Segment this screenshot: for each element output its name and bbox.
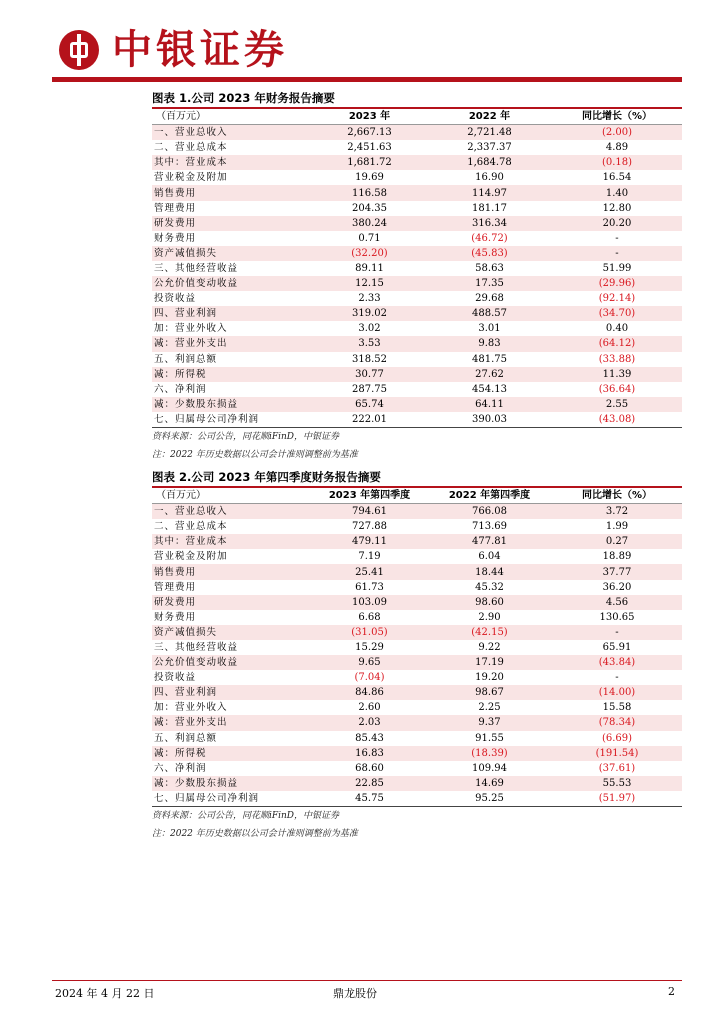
table-row bbox=[152, 185, 682, 200]
value-current: 12.15 bbox=[312, 276, 427, 291]
value-yoy-change: 55.53 bbox=[552, 776, 682, 791]
value-prior: 477.81 bbox=[427, 534, 552, 549]
value-yoy-change: (191.54) bbox=[552, 746, 682, 761]
value-prior: 2.90 bbox=[478, 611, 501, 623]
row-label: 一、营业总收入 bbox=[152, 125, 312, 141]
value-current: 287.75 bbox=[352, 383, 387, 395]
table-1-source: 资料来源：公司公告，同花顺iFinD，中银证券 bbox=[152, 431, 340, 442]
table-2 bbox=[152, 488, 682, 806]
row-label: 减：所得税 bbox=[152, 746, 312, 761]
row-label: 研发费用 bbox=[152, 216, 312, 231]
header-divider bbox=[52, 77, 682, 82]
table-row bbox=[152, 170, 682, 185]
value-current: 380.24 bbox=[312, 216, 427, 231]
value-yoy-change: (37.61) bbox=[598, 762, 636, 774]
value-current: 727.88 bbox=[352, 521, 387, 533]
table-row bbox=[152, 534, 682, 549]
value-yoy-change: 1.99 bbox=[605, 521, 629, 533]
value-prior: 3.01 bbox=[478, 323, 501, 335]
row-label: 管理费用 bbox=[154, 202, 197, 214]
row-label: 管理费用 bbox=[154, 581, 197, 593]
value-yoy-change: 20.20 bbox=[552, 216, 682, 231]
value-current: 2,451.63 bbox=[347, 142, 392, 154]
table-row bbox=[152, 125, 682, 141]
row-label: 五、利润总额 bbox=[154, 353, 218, 365]
value-prior: 713.69 bbox=[472, 521, 507, 533]
value-prior: 6.04 bbox=[478, 551, 501, 563]
value-yoy-change: (34.70) bbox=[552, 306, 682, 321]
row-label: 公允价值变动收益 bbox=[152, 276, 312, 291]
table-1-header-col-1: 2023 年 bbox=[312, 109, 427, 125]
value-prior: 109.94 bbox=[472, 762, 507, 774]
value-current: 89.11 bbox=[355, 262, 384, 274]
table-row bbox=[152, 276, 682, 291]
value-current: 25.41 bbox=[312, 564, 427, 579]
value-yoy-change: - bbox=[615, 672, 619, 684]
table-1-title: 图表 1.公司 2023 年财务报告摘要 bbox=[152, 91, 335, 105]
value-prior: 1,684.78 bbox=[427, 155, 552, 170]
row-label: 三、其他经营收益 bbox=[154, 262, 239, 274]
page-header bbox=[0, 0, 724, 84]
value-current: 85.43 bbox=[355, 732, 384, 744]
value-prior: 9.83 bbox=[427, 336, 552, 351]
table-row bbox=[152, 397, 682, 412]
table-row bbox=[152, 715, 682, 730]
value-current: 116.58 bbox=[312, 185, 427, 200]
row-label: 加：营业外收入 bbox=[154, 323, 228, 335]
table-row bbox=[152, 791, 682, 806]
value-prior: 9.37 bbox=[427, 715, 552, 730]
table-row bbox=[152, 549, 682, 564]
value-yoy-change: 16.54 bbox=[602, 172, 632, 184]
value-current: 45.75 bbox=[355, 792, 384, 804]
value-yoy-change: (36.64) bbox=[598, 383, 636, 395]
value-current: 0.71 bbox=[358, 232, 381, 244]
footer-page-number: 2 bbox=[668, 985, 675, 998]
value-yoy-change: (6.69) bbox=[601, 732, 633, 744]
value-yoy-change: (0.18) bbox=[552, 155, 682, 170]
row-label: 六、净利润 bbox=[154, 762, 207, 774]
value-current: 2.33 bbox=[358, 293, 381, 305]
value-prior: 766.08 bbox=[427, 504, 552, 520]
value-yoy-change: 12.80 bbox=[602, 202, 632, 214]
row-label: 投资收益 bbox=[154, 672, 197, 684]
value-yoy-change: (29.96) bbox=[552, 276, 682, 291]
table-row bbox=[152, 564, 682, 579]
footer-company: 鼎龙股份 bbox=[333, 987, 377, 1000]
table-row bbox=[152, 216, 682, 231]
value-current: 19.69 bbox=[355, 172, 384, 184]
value-yoy-change: 1.40 bbox=[552, 185, 682, 200]
value-current: 1,681.72 bbox=[312, 155, 427, 170]
table-row bbox=[152, 655, 682, 670]
table-2-header-row bbox=[152, 488, 682, 504]
value-prior: 64.11 bbox=[427, 397, 552, 412]
value-yoy-change: (33.88) bbox=[598, 353, 636, 365]
value-yoy-change: 37.77 bbox=[552, 564, 682, 579]
row-label: 营业税金及附加 bbox=[154, 551, 228, 563]
row-label: 财务费用 bbox=[154, 232, 197, 244]
row-label: 研发费用 bbox=[152, 595, 312, 610]
value-yoy-change: 11.39 bbox=[552, 367, 682, 382]
row-label: 五、利润总额 bbox=[154, 732, 218, 744]
value-yoy-change: - bbox=[615, 232, 619, 244]
value-current: (7.04) bbox=[354, 672, 385, 684]
table-1 bbox=[152, 109, 682, 427]
value-prior: (46.72) bbox=[471, 232, 508, 244]
table-row bbox=[152, 246, 682, 261]
row-label: 减：少数股东损益 bbox=[152, 397, 312, 412]
value-current: 794.61 bbox=[312, 504, 427, 520]
table-row bbox=[152, 746, 682, 761]
value-current: 2.03 bbox=[312, 715, 427, 730]
value-yoy-change: - bbox=[552, 625, 682, 640]
table-row bbox=[152, 306, 682, 321]
table-row bbox=[152, 595, 682, 610]
value-current: 319.02 bbox=[312, 306, 427, 321]
value-current: 318.52 bbox=[352, 353, 387, 365]
table-row bbox=[152, 367, 682, 382]
value-yoy-change: (2.00) bbox=[552, 125, 682, 141]
value-prior: 2,721.48 bbox=[427, 125, 552, 141]
table-1-header-unit: （百万元） bbox=[152, 109, 312, 125]
value-prior: 91.55 bbox=[475, 732, 504, 744]
value-current: (32.20) bbox=[312, 246, 427, 261]
table-2-note: 注：2022 年历史数据以公司会计准则调整前为基准 bbox=[152, 828, 358, 839]
row-label: 三、其他经营收益 bbox=[154, 641, 239, 653]
row-label: 销售费用 bbox=[152, 185, 312, 200]
value-prior: (42.15) bbox=[427, 625, 552, 640]
value-prior: 98.67 bbox=[427, 685, 552, 700]
row-label: 销售费用 bbox=[152, 564, 312, 579]
row-label: 其中：营业成本 bbox=[152, 534, 312, 549]
table-row bbox=[152, 670, 682, 685]
value-prior: 14.69 bbox=[427, 776, 552, 791]
row-label: 四、营业利润 bbox=[152, 685, 312, 700]
value-prior: 19.20 bbox=[475, 672, 504, 684]
value-current: 3.53 bbox=[312, 336, 427, 351]
row-label: 加：营业外收入 bbox=[154, 702, 228, 714]
row-label: 营业税金及附加 bbox=[154, 172, 228, 184]
value-yoy-change: 36.20 bbox=[602, 581, 632, 593]
value-current: 30.77 bbox=[312, 367, 427, 382]
value-current: 2,667.13 bbox=[312, 125, 427, 141]
footer-divider bbox=[52, 980, 682, 981]
value-prior: 9.22 bbox=[478, 641, 501, 653]
value-prior: 29.68 bbox=[475, 293, 504, 305]
table-1-header-row bbox=[152, 109, 682, 125]
value-current: 479.11 bbox=[312, 534, 427, 549]
value-yoy-change: 3.72 bbox=[552, 504, 682, 520]
value-prior: 2,337.37 bbox=[467, 142, 512, 154]
table-2-header-col-3: 同比增长（%） bbox=[552, 488, 682, 504]
table-row bbox=[152, 291, 682, 306]
value-current: (31.05) bbox=[312, 625, 427, 640]
row-label: 财务费用 bbox=[154, 611, 197, 623]
value-current: 65.74 bbox=[312, 397, 427, 412]
value-prior: 45.32 bbox=[475, 581, 504, 593]
table-2-block bbox=[152, 469, 682, 843]
value-prior: 18.44 bbox=[427, 564, 552, 579]
value-current: 22.85 bbox=[312, 776, 427, 791]
value-prior: 181.17 bbox=[472, 202, 507, 214]
value-current: 9.65 bbox=[312, 655, 427, 670]
value-yoy-change: 18.89 bbox=[602, 551, 632, 563]
value-yoy-change: 4.56 bbox=[552, 595, 682, 610]
table-2-header-col-1: 2023 年第四季度 bbox=[312, 488, 427, 504]
row-label: 一、营业总收入 bbox=[152, 504, 312, 520]
value-current: 204.35 bbox=[352, 202, 387, 214]
table-row bbox=[152, 140, 682, 155]
value-prior: 390.03 bbox=[472, 413, 507, 425]
row-label: 四、营业利润 bbox=[152, 306, 312, 321]
table-1-header-col-3: 同比增长（%） bbox=[552, 109, 682, 125]
value-yoy-change: 65.91 bbox=[602, 641, 632, 653]
value-current: 15.29 bbox=[355, 641, 384, 653]
table-row bbox=[152, 504, 682, 520]
row-label: 二、营业总成本 bbox=[154, 521, 228, 533]
value-yoy-change: (51.97) bbox=[598, 792, 636, 804]
value-current: 222.01 bbox=[352, 413, 387, 425]
value-prior: 2.25 bbox=[478, 702, 501, 714]
table-2-header-unit: （百万元） bbox=[152, 488, 312, 504]
row-label: 减：少数股东损益 bbox=[152, 776, 312, 791]
value-yoy-change: (92.14) bbox=[598, 293, 636, 305]
value-current: 84.86 bbox=[312, 685, 427, 700]
table-row bbox=[152, 625, 682, 640]
table-row bbox=[152, 610, 682, 625]
value-yoy-change: (78.34) bbox=[552, 715, 682, 730]
brand-name: 中银证券 bbox=[112, 26, 288, 73]
table-row bbox=[152, 731, 682, 746]
table-row bbox=[152, 155, 682, 170]
value-yoy-change: (14.00) bbox=[552, 685, 682, 700]
value-yoy-change: 0.40 bbox=[605, 323, 629, 335]
value-yoy-change: 0.27 bbox=[552, 534, 682, 549]
value-current: 103.09 bbox=[312, 595, 427, 610]
value-prior: 95.25 bbox=[475, 792, 504, 804]
row-label: 资产减值损失 bbox=[152, 246, 312, 261]
row-label: 资产减值损失 bbox=[152, 625, 312, 640]
value-current: 2.60 bbox=[358, 702, 381, 714]
table-row bbox=[152, 261, 682, 276]
value-prior: 27.62 bbox=[427, 367, 552, 382]
table-1-block bbox=[152, 90, 682, 464]
value-current: 6.68 bbox=[358, 611, 381, 623]
table-row bbox=[152, 412, 682, 427]
row-label: 七、归属母公司净利润 bbox=[154, 792, 260, 804]
value-yoy-change: (43.08) bbox=[598, 413, 636, 425]
value-prior: 488.57 bbox=[427, 306, 552, 321]
value-prior: (45.83) bbox=[427, 246, 552, 261]
value-yoy-change: 15.58 bbox=[602, 702, 632, 714]
row-label: 六、净利润 bbox=[154, 383, 207, 395]
table-row bbox=[152, 519, 682, 534]
value-yoy-change: 130.65 bbox=[599, 611, 635, 623]
table-row bbox=[152, 201, 682, 216]
table-row bbox=[152, 640, 682, 655]
row-label: 减：所得税 bbox=[152, 367, 312, 382]
value-prior: 114.97 bbox=[427, 185, 552, 200]
value-current: 61.73 bbox=[355, 581, 384, 593]
table-1-header-col-2: 2022 年 bbox=[427, 109, 552, 125]
value-yoy-change: 4.89 bbox=[605, 142, 629, 154]
row-label: 七、归属母公司净利润 bbox=[154, 413, 260, 425]
row-label: 投资收益 bbox=[154, 293, 197, 305]
value-prior: 17.19 bbox=[427, 655, 552, 670]
value-prior: 481.75 bbox=[472, 353, 507, 365]
row-label: 减：营业外支出 bbox=[152, 715, 312, 730]
value-yoy-change: 2.55 bbox=[552, 397, 682, 412]
value-prior: 58.63 bbox=[475, 262, 504, 274]
value-prior: 316.34 bbox=[427, 216, 552, 231]
value-prior: 454.13 bbox=[472, 383, 507, 395]
value-yoy-change: - bbox=[552, 246, 682, 261]
table-row bbox=[152, 685, 682, 700]
table-row bbox=[152, 231, 682, 246]
row-label: 其中：营业成本 bbox=[152, 155, 312, 170]
table-row bbox=[152, 352, 682, 367]
value-current: 7.19 bbox=[358, 551, 381, 563]
value-prior: 17.35 bbox=[427, 276, 552, 291]
table-2-header-col-2: 2022 年第四季度 bbox=[427, 488, 552, 504]
table-1-note: 注：2022 年历史数据以公司会计准则调整前为基准 bbox=[152, 449, 358, 460]
table-row bbox=[152, 761, 682, 776]
value-current: 3.02 bbox=[358, 323, 381, 335]
table-row bbox=[152, 321, 682, 336]
value-yoy-change: (43.84) bbox=[552, 655, 682, 670]
value-current: 68.60 bbox=[355, 762, 384, 774]
table-row bbox=[152, 336, 682, 351]
row-label: 二、营业总成本 bbox=[154, 142, 228, 154]
table-row bbox=[152, 700, 682, 715]
table-2-title: 图表 2.公司 2023 年第四季度财务报告摘要 bbox=[152, 470, 381, 484]
row-label: 公允价值变动收益 bbox=[152, 655, 312, 670]
value-prior: 98.60 bbox=[427, 595, 552, 610]
table-row bbox=[152, 776, 682, 791]
value-current: 16.83 bbox=[312, 746, 427, 761]
table-row bbox=[152, 580, 682, 595]
value-yoy-change: (64.12) bbox=[552, 336, 682, 351]
value-prior: (18.39) bbox=[427, 746, 552, 761]
value-yoy-change: 51.99 bbox=[602, 262, 632, 274]
value-prior: 16.90 bbox=[475, 172, 504, 184]
bank-logo-icon bbox=[59, 30, 99, 70]
row-label: 减：营业外支出 bbox=[152, 336, 312, 351]
table-row bbox=[152, 382, 682, 397]
footer-date: 2024 年 4 月 22 日 bbox=[55, 987, 155, 1000]
table-2-source: 资料来源：公司公告，同花顺iFinD，中银证券 bbox=[152, 810, 340, 821]
